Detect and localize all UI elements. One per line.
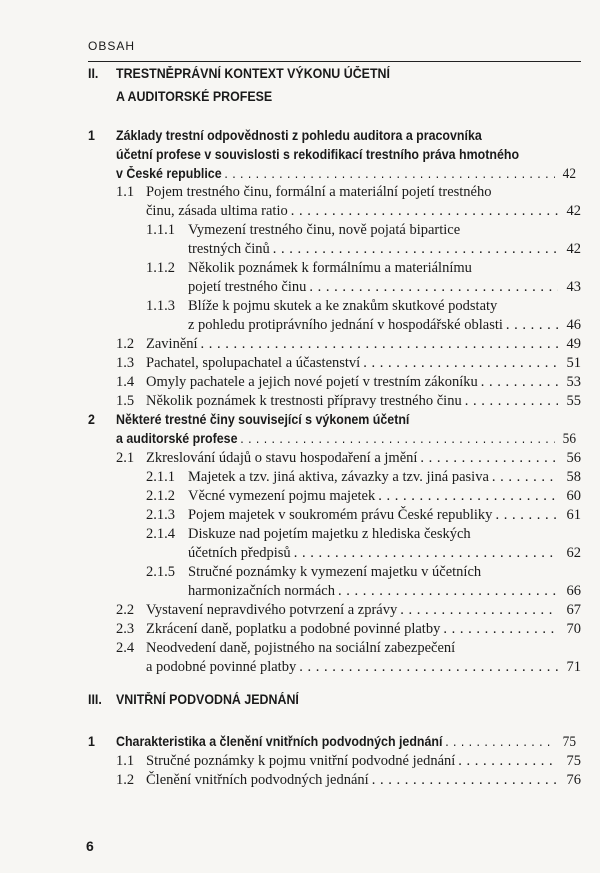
part-number: III. bbox=[88, 692, 102, 707]
toc-entry bbox=[188, 317, 581, 334]
subsection-number: 1.1.1 bbox=[146, 222, 175, 238]
chapter-title: Charakteristika a členění vnitřních podvodných jednání bbox=[116, 734, 443, 749]
section-number: 1.2 bbox=[116, 772, 135, 788]
section-title-line1: Pojem trestného činu, formální a materiální pojetí trestného bbox=[146, 184, 492, 200]
part-title-line2: A AUDITORSKÉ PROFESE bbox=[116, 89, 273, 104]
running-header: OBSAH bbox=[88, 39, 136, 53]
toc-entry bbox=[188, 488, 581, 505]
section-number: 2.1 bbox=[116, 450, 135, 466]
chapter-title-line3: v České republice bbox=[116, 166, 222, 181]
page-ref: 61 bbox=[566, 507, 581, 523]
page-ref: 76 bbox=[566, 772, 581, 788]
subsection-title-line1: Několik poznámek k formálnímu a materiálnímu bbox=[188, 260, 472, 276]
section-title-line2: a podobné povinné platby bbox=[146, 659, 297, 675]
page-ref: 46 bbox=[566, 317, 581, 333]
section-title: Omyly pachatele a jejich nové pojetí v trestním zákoníku bbox=[146, 374, 478, 390]
part-title: VNITŘNÍ PODVODNÁ JEDNÁNÍ bbox=[116, 692, 299, 707]
leader-dots bbox=[465, 393, 558, 410]
section-number: 2.2 bbox=[116, 602, 135, 618]
subsection-number: 2.1.4 bbox=[146, 526, 175, 542]
leader-dots bbox=[492, 469, 558, 486]
toc-entry bbox=[188, 241, 581, 258]
subsection-title-line2: trestných činů bbox=[188, 241, 270, 257]
subsection-title-line2: pojetí trestného činu bbox=[188, 279, 307, 295]
toc-entry bbox=[116, 734, 576, 751]
leader-dots bbox=[420, 450, 558, 467]
page-ref: 42 bbox=[566, 203, 581, 219]
section-title: Zkrácení daně, poplatku a podobné povinné platby bbox=[146, 621, 441, 637]
page-ref: 56 bbox=[566, 450, 581, 466]
subsection-title-line2: harmonizačních normách bbox=[188, 583, 335, 599]
toc-entry bbox=[146, 753, 581, 770]
page-ref: 43 bbox=[566, 279, 581, 295]
page-ref: 42 bbox=[562, 166, 576, 182]
toc-entry bbox=[116, 166, 576, 183]
subsection-title-line1: Stručné poznámky k vymezení majetku v účetních bbox=[188, 564, 482, 580]
leader-dots bbox=[273, 241, 558, 258]
subsection-number: 2.1.2 bbox=[146, 488, 175, 504]
page-ref: 71 bbox=[566, 659, 581, 675]
chapter-title-line1: Některé trestné činy související s výkonem účetní bbox=[116, 412, 410, 427]
toc-entry bbox=[188, 507, 581, 524]
page-ref: 62 bbox=[566, 545, 581, 561]
leader-dots bbox=[506, 317, 558, 334]
section-title: Zkreslování údajů o stavu hospodaření a jmění bbox=[146, 450, 418, 466]
page-ref: 66 bbox=[566, 583, 581, 599]
section-title: Stručné poznámky k pojmu vnitřní podvodné jednání bbox=[146, 753, 456, 769]
leader-dots bbox=[372, 772, 558, 789]
subsection-number: 2.1.1 bbox=[146, 469, 175, 485]
page-ref: 53 bbox=[566, 374, 581, 390]
part-number: II. bbox=[88, 66, 99, 81]
subsection-title-line1: Vymezení trestného činu, nově pojatá bipartice bbox=[188, 222, 461, 238]
subsection-title: Majetek a tzv. jiná aktiva, závazky a tzv. jiná pasiva bbox=[188, 469, 489, 485]
chapter-number: 1 bbox=[88, 128, 95, 143]
subsection-number: 1.1.2 bbox=[146, 260, 175, 276]
page-ref: 75 bbox=[566, 753, 581, 769]
section-title: Několik poznámek k trestnosti přípravy trestného činu bbox=[146, 393, 462, 409]
leader-dots bbox=[294, 545, 558, 562]
toc-entry bbox=[188, 583, 581, 600]
toc-entry bbox=[116, 431, 576, 448]
leader-dots bbox=[458, 753, 558, 770]
section-number: 1.4 bbox=[116, 374, 135, 390]
section-number: 1.5 bbox=[116, 393, 135, 409]
section-title-line1: Neodvedení daně, pojistného na sociální zabezpečení bbox=[146, 640, 456, 656]
subsection-number: 2.1.3 bbox=[146, 507, 175, 523]
leader-dots bbox=[240, 431, 555, 446]
toc-entry bbox=[188, 469, 581, 486]
toc-entry bbox=[188, 279, 581, 296]
leader-dots bbox=[400, 602, 558, 619]
leader-dots bbox=[363, 355, 558, 372]
chapter-number: 2 bbox=[88, 412, 95, 427]
section-number: 1.1 bbox=[116, 753, 135, 769]
page-ref: 75 bbox=[562, 734, 576, 750]
subsection-number: 1.1.3 bbox=[146, 298, 175, 314]
section-title: Zavinění bbox=[146, 336, 198, 352]
leader-dots bbox=[291, 203, 558, 220]
section-title: Členění vnitřních podvodných jednání bbox=[146, 772, 369, 788]
toc-entry bbox=[146, 621, 581, 638]
page-number: 6 bbox=[86, 838, 94, 854]
leader-dots bbox=[495, 507, 558, 524]
subsection-title: Pojem majetek v soukromém právu České republiky bbox=[188, 507, 493, 523]
leader-dots bbox=[378, 488, 558, 505]
section-number: 1.3 bbox=[116, 355, 135, 371]
section-title: Vystavení nepravdivého potvrzení a zprávy bbox=[146, 602, 398, 618]
toc-entry bbox=[146, 203, 581, 220]
section-number: 1.1 bbox=[116, 184, 135, 200]
subsection-title-line1: Diskuze nad pojetím majetku z hlediska českých bbox=[188, 526, 471, 542]
leader-dots bbox=[309, 279, 558, 296]
leader-dots bbox=[224, 166, 554, 181]
toc-entry bbox=[146, 393, 581, 410]
part-title-line1: TRESTNĚPRÁVNÍ KONTEXT VÝKONU ÚČETNÍ bbox=[116, 66, 390, 81]
leader-dots bbox=[201, 336, 558, 353]
page-ref: 56 bbox=[562, 431, 576, 447]
leader-dots bbox=[443, 621, 558, 638]
toc-entry bbox=[146, 450, 581, 467]
leader-dots bbox=[338, 583, 558, 600]
leader-dots bbox=[299, 659, 558, 676]
chapter-number: 1 bbox=[88, 734, 95, 749]
subsection-title-line1: Blíže k pojmu skutek a ke znakům skutkové podstaty bbox=[188, 298, 498, 314]
toc-entry bbox=[146, 772, 581, 789]
section-title-line2: činu, zásada ultima ratio bbox=[146, 203, 288, 219]
page-ref: 49 bbox=[566, 336, 581, 352]
section-number: 2.4 bbox=[116, 640, 135, 656]
subsection-title: Věcné vymezení pojmu majetek bbox=[188, 488, 376, 504]
header-rule bbox=[88, 61, 581, 62]
page-ref: 55 bbox=[566, 393, 581, 409]
toc-entry bbox=[146, 355, 581, 372]
subsection-number: 2.1.5 bbox=[146, 564, 175, 580]
toc-entry bbox=[146, 374, 581, 391]
page-ref: 58 bbox=[566, 469, 581, 485]
chapter-title-line1: Základy trestní odpovědnosti z pohledu auditora a pracovníka bbox=[116, 128, 482, 143]
page-ref: 60 bbox=[566, 488, 581, 504]
chapter-title-line2: účetní profese v souvislosti s rekodifikací trestního práva hmotného bbox=[116, 147, 520, 162]
toc-entry bbox=[146, 659, 581, 676]
page-ref: 42 bbox=[566, 241, 581, 257]
subsection-title-line2: z pohledu protiprávního jednání v hospodářské oblasti bbox=[188, 317, 503, 333]
chapter-title-line2: a auditorské profese bbox=[116, 431, 238, 446]
toc-entry bbox=[188, 545, 581, 562]
page-ref: 51 bbox=[566, 355, 581, 371]
section-number: 2.3 bbox=[116, 621, 135, 637]
page-ref: 67 bbox=[566, 602, 581, 618]
leader-dots bbox=[481, 374, 558, 391]
toc-entry bbox=[146, 336, 581, 353]
subsection-title-line2: účetních předpisů bbox=[188, 545, 291, 561]
section-title: Pachatel, spolupachatel a účastenství bbox=[146, 355, 361, 371]
toc-entry bbox=[146, 602, 581, 619]
section-number: 1.2 bbox=[116, 336, 135, 352]
leader-dots bbox=[445, 734, 555, 749]
page-ref: 70 bbox=[566, 621, 581, 637]
